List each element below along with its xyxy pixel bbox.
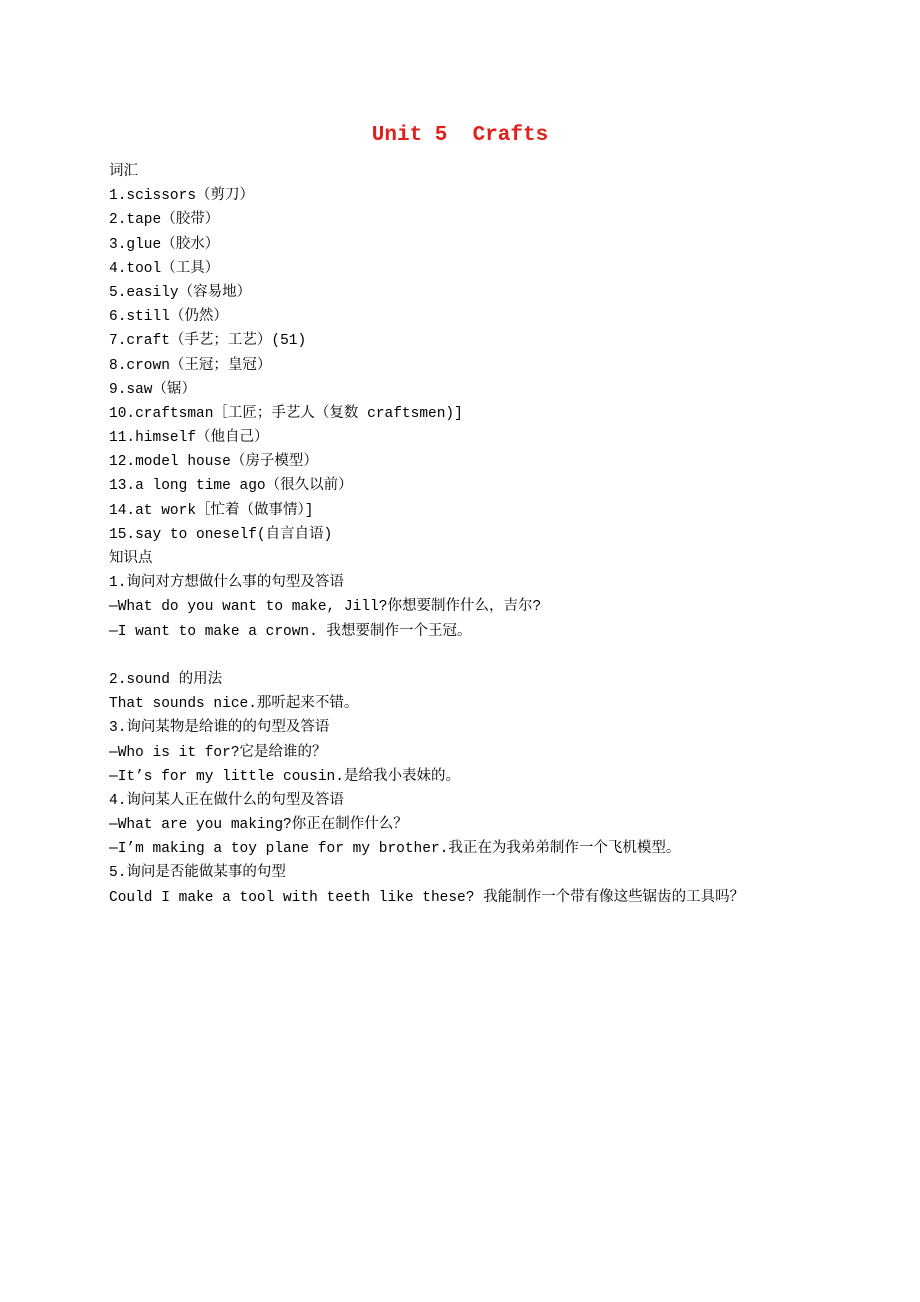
point-heading: 1.询问对方想做什么事的句型及答语: [109, 575, 344, 592]
example-sentence: —What are you making?你正在制作什么？: [109, 817, 408, 834]
document-body: [109, 160, 879, 910]
vocab-item: 2.tape（胶带）: [109, 212, 220, 229]
point-3: [109, 716, 879, 789]
vocab-item: 6.still（仍然）: [109, 309, 228, 326]
spacer: [109, 644, 879, 668]
point-heading: 5.询问是否能做某事的句型: [109, 865, 286, 882]
vocab-item: 11.himself（他自己）: [109, 430, 269, 447]
vocab-item: 14.at work［忙着（做事情）]: [109, 502, 314, 519]
example-sentence: —I want to make a crown. 我想要制作一个王冠。: [109, 623, 472, 640]
example-sentence: —What do you want to make, Jill?你想要制作什么，吉尔?: [109, 599, 542, 616]
point-heading: 3.询问某物是给谁的的句型及答语: [109, 720, 330, 737]
point-heading: 2.sound 的用法: [109, 671, 223, 688]
example-sentence: Could I make a tool with teeth like these? 我能制作一个带有像这些锯齿的工具吗？: [109, 889, 745, 906]
point-2: [109, 668, 879, 716]
vocab-item: 10.craftsman［工匠；手艺人（复数 craftsmen)]: [109, 405, 463, 422]
vocab-item: 7.craft（手艺；工艺）(51): [109, 333, 307, 350]
knowledge-points-heading: 知识点: [109, 551, 153, 567]
vocab-heading: 词汇: [109, 164, 138, 180]
point-heading: 4.询问某人正在做什么的句型及答语: [109, 792, 344, 809]
example-sentence: —Who is it for?它是给谁的？: [109, 744, 327, 761]
point-1: [109, 571, 879, 644]
page-title: Unit 5 Crafts: [371, 124, 549, 147]
vocab-item: 4.tool（工具）: [109, 260, 220, 277]
point-5: [109, 861, 879, 909]
vocab-item: 15.say to oneself(自言自语): [109, 526, 333, 543]
vocab-item: 13.a long time ago（很久以前）: [109, 478, 353, 495]
example-sentence: That sounds nice.那听起来不错。: [109, 696, 359, 713]
vocab-item: 8.crown（王冠；皇冠）: [109, 357, 272, 374]
vocab-item: 12.model house（房子模型）: [109, 454, 318, 471]
example-sentence: —It’s for my little cousin.是给我小表妹的。: [109, 768, 460, 785]
vocab-item: 1.scissors（剪刀）: [109, 188, 255, 205]
vocab-item: 3.glue（胶水）: [109, 236, 220, 253]
example-sentence: —I’m making a toy plane for my brother.我正在为我弟弟制作一个飞机模型。: [109, 841, 681, 858]
vocab-list: [109, 184, 879, 547]
point-4: [109, 789, 879, 862]
vocab-item: 9.saw（锯）: [109, 381, 197, 398]
vocab-item: 5.easily（容易地）: [109, 284, 252, 301]
